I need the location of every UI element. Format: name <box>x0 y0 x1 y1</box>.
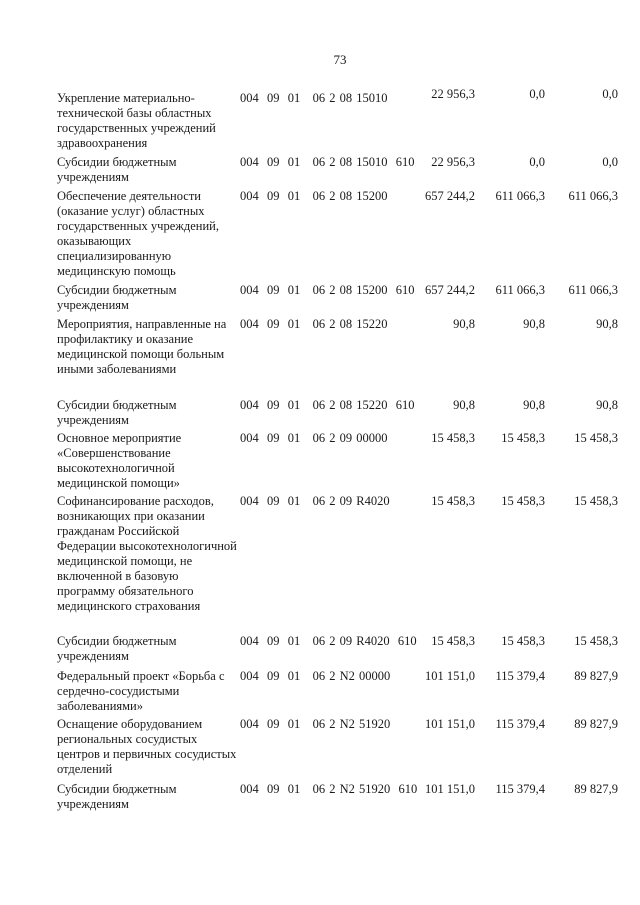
row-value-3: 89 827,9 <box>574 782 618 796</box>
row-value-3: 90,8 <box>596 398 618 412</box>
row-code: 004 09 01 06 2 09 R4020 <box>240 494 390 508</box>
row-value-1: 90,8 <box>453 317 475 331</box>
row-value-2: 0,0 <box>529 155 545 169</box>
row-value-2: 90,8 <box>523 317 545 331</box>
row-name: Субсидии бюджетным учреждениям <box>57 634 177 663</box>
row-code: 004 09 01 06 2 08 15200 <box>240 189 388 203</box>
row-value-2: 115 379,4 <box>495 669 545 683</box>
row-value-1: 101 151,0 <box>425 717 475 731</box>
row-value-2: 611 066,3 <box>495 189 545 203</box>
row-value-2: 90,8 <box>523 398 545 412</box>
row-value-3: 89 827,9 <box>574 717 618 731</box>
row-value-3: 15 458,3 <box>574 494 618 508</box>
row-name: Субсидии бюджетным учреждениям <box>57 155 177 184</box>
row-value-3: 611 066,3 <box>568 189 618 203</box>
row-code: 004 09 01 06 2 08 15200 610 <box>240 283 415 297</box>
row-value-1: 22 956,3 <box>431 87 475 101</box>
row-value-2: 15 458,3 <box>501 494 545 508</box>
row-value-3: 0,0 <box>602 155 618 169</box>
row-name: Федеральный проект «Борьба с сердечно-сосудистыми заболеваниями» <box>57 669 225 713</box>
row-value-1: 101 151,0 <box>425 782 475 796</box>
row-value-2: 611 066,3 <box>495 283 545 297</box>
row-value-3: 15 458,3 <box>574 634 618 648</box>
row-code: 004 09 01 06 2 N2 51920 <box>240 717 391 731</box>
row-name: Субсидии бюджетным учреждениям <box>57 782 177 811</box>
row-value-2: 115 379,4 <box>495 782 545 796</box>
row-value-1: 22 956,3 <box>431 155 475 169</box>
row-value-3: 90,8 <box>596 317 618 331</box>
row-name: Субсидии бюджетным учреждениям <box>57 283 177 312</box>
row-value-2: 15 458,3 <box>501 634 545 648</box>
row-value-1: 657 244,2 <box>425 189 475 203</box>
row-value-1: 101 151,0 <box>425 669 475 683</box>
row-name: Основное мероприятие «Совершенствование высокотехнологичной медицинской помощи» <box>57 431 182 490</box>
row-value-2: 0,0 <box>529 87 545 101</box>
row-name: Оснащение оборудованием региональных сосудистых центров и первичных сосудистых отделений <box>57 717 237 776</box>
row-value-1: 15 458,3 <box>431 634 475 648</box>
row-code: 004 09 01 06 2 08 15220 610 <box>240 398 415 412</box>
row-name: Субсидии бюджетным учреждениям <box>57 398 177 427</box>
row-value-3: 15 458,3 <box>574 431 618 445</box>
row-code: 004 09 01 06 2 N2 51920 610 <box>240 782 418 796</box>
row-value-2: 15 458,3 <box>501 431 545 445</box>
row-value-1: 90,8 <box>453 398 475 412</box>
row-value-3: 611 066,3 <box>568 283 618 297</box>
row-code: 004 09 01 06 2 08 15220 <box>240 317 388 331</box>
row-code: 004 09 01 06 2 09 00000 <box>240 431 388 445</box>
row-value-3: 0,0 <box>602 87 618 101</box>
row-name: Мероприятия, направленные на профилактику и оказание медицинской помощи больным иными заболеваниями <box>57 317 227 376</box>
row-code: 004 09 01 06 2 08 15010 <box>240 91 388 105</box>
row-value-2: 115 379,4 <box>495 717 545 731</box>
row-value-3: 89 827,9 <box>574 669 618 683</box>
row-value-1: 15 458,3 <box>431 431 475 445</box>
row-value-1: 15 458,3 <box>431 494 475 508</box>
page-number: 73 <box>333 52 347 67</box>
row-name: Укрепление материально-технической базы областных государственных учреждений здравоохранения <box>57 91 216 150</box>
row-code: 004 09 01 06 2 09 R4020 610 <box>240 634 417 648</box>
row-name: Софинансирование расходов, возникающих при оказании гражданам Российской Федерации высокотехнологичной медицинской помощи, не включенной в базовую программу обязательного медицинского страхования <box>57 494 237 613</box>
row-name: Обеспечение деятельности (оказание услуг) областных государственных учреждений, оказывающих специализированную медицинскую помощь <box>57 189 219 278</box>
row-value-1: 657 244,2 <box>425 283 475 297</box>
row-code: 004 09 01 06 2 N2 00000 <box>240 669 391 683</box>
row-code: 004 09 01 06 2 08 15010 610 <box>240 155 415 169</box>
